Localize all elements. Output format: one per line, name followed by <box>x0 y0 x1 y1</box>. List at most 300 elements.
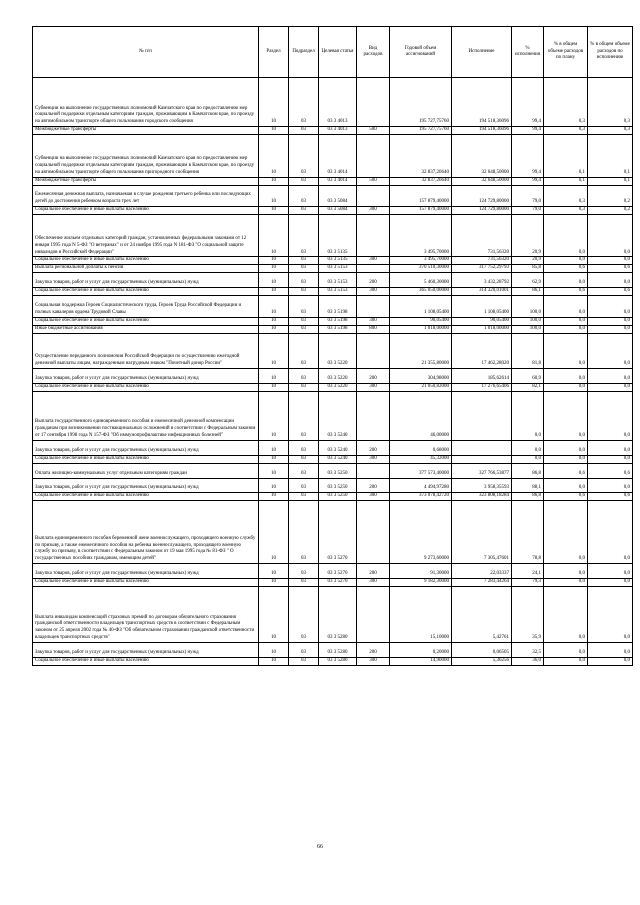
row-share-execution: 0,0 <box>588 579 633 587</box>
row-expense-type: 300 <box>357 383 390 391</box>
row-expense-type: 300 <box>357 455 390 463</box>
table-row <box>33 273 633 288</box>
row-share-plan: 0,0 <box>544 391 588 440</box>
row-expense-type: 200 <box>357 478 390 493</box>
row-target-article: 03 3 5270 <box>319 501 357 564</box>
row-share-plan: 0,0 <box>544 383 588 391</box>
row-share-execution: 0,0 <box>588 333 633 369</box>
row-annual-allocation: 1 108,05400 <box>390 296 452 318</box>
table-row <box>33 441 633 456</box>
row-target-article: 03 3 5198 <box>319 317 357 325</box>
table-row <box>33 127 633 135</box>
row-execution: 5,36256 <box>452 657 512 665</box>
row-target-article: 03 3 5135 <box>319 257 357 265</box>
row-target-article: 03 3 4014 <box>319 177 357 185</box>
row-subsection: 03 <box>289 501 319 564</box>
row-share-plan: 0,6 <box>544 463 588 478</box>
row-target-article: 03 3 5198 <box>319 296 357 318</box>
row-share-execution: 0,0 <box>588 273 633 288</box>
row-annual-allocation: 4 494,97280 <box>390 478 452 493</box>
row-execution-percent: 35,9 <box>512 587 544 643</box>
row-description: Субвенции на выполнение государственных полномочий Камчатского края по предоставлению мер социальной поддержки отдельным категориям граждан, проживающим в Камчатском крае, по проезду на автомобильном транспорте общего пользования пригородного сообщения <box>33 135 259 177</box>
row-share-plan: 0,0 <box>544 257 588 265</box>
row-annual-allocation: 14,90000 <box>390 657 452 665</box>
row-annual-allocation: 377 573,40000 <box>390 463 452 478</box>
table-row <box>33 493 633 501</box>
row-share-plan: 0,0 <box>544 643 588 658</box>
row-section: 10 <box>259 325 289 333</box>
row-expense-type <box>357 333 390 369</box>
row-annual-allocation: 45,32000 <box>390 455 452 463</box>
row-share-plan: 0,0 <box>544 333 588 369</box>
row-annual-allocation: 0,68000 <box>390 441 452 456</box>
row-expense-type <box>357 135 390 177</box>
row-description: Социальное обеспечение и иные выплаты населению <box>33 317 259 325</box>
header-annual-allocation: Годовой объем ассигнований <box>390 27 452 78</box>
row-share-plan: 0,0 <box>544 369 588 384</box>
row-target-article: 03 3 5270 <box>319 564 357 579</box>
row-share-plan: 0,0 <box>544 564 588 579</box>
row-share-execution: 0,0 <box>588 478 633 493</box>
row-share-plan: 0,6 <box>544 288 588 296</box>
row-description: Социальное обеспечение и иные выплаты населению <box>33 657 259 665</box>
row-expense-type: 300 <box>357 288 390 296</box>
row-annual-allocation: 370 510,30000 <box>390 265 452 273</box>
row-share-execution: 0,6 <box>588 288 633 296</box>
row-expense-type: 200 <box>357 441 390 456</box>
row-section: 10 <box>259 177 289 185</box>
row-annual-allocation: 15,10000 <box>390 587 452 643</box>
row-subsection: 03 <box>289 215 319 257</box>
row-share-execution: 0,3 <box>588 78 633 127</box>
row-expense-type: 200 <box>357 564 390 579</box>
row-section: 10 <box>259 493 289 501</box>
row-share-plan: 0,3 <box>544 127 588 135</box>
row-section: 10 <box>259 257 289 265</box>
row-execution: 1 108,05400 <box>452 296 512 318</box>
table-row <box>33 296 633 318</box>
row-share-execution: 0,0 <box>588 587 633 643</box>
row-annual-allocation: 304,98000 <box>390 369 452 384</box>
table-row <box>33 78 633 127</box>
row-expense-type <box>357 391 390 440</box>
row-subsection: 03 <box>289 207 319 215</box>
row-share-execution: 0,2 <box>588 207 633 215</box>
table-row <box>33 587 633 643</box>
row-section: 10 <box>259 501 289 564</box>
row-section: 10 <box>259 333 289 369</box>
row-annual-allocation: 9 182,30000 <box>390 579 452 587</box>
table-row <box>33 333 633 369</box>
row-execution: 22,03337 <box>452 564 512 579</box>
row-description: Выплата инвалидам компенсаций страховых премий по договорам обязательного страхования гражданской ответственности владельцев транспортных средств в соответствии с Федеральным законом от 25 апреля 2002 года № 40-ФЗ "Об обязательном страховании гражданской ответственности владельцев транспортных средств" <box>33 587 259 643</box>
row-description: Закупка товаров, работ и услуг для государственных (муниципальных) нужд <box>33 478 259 493</box>
row-execution: 17 276,65406 <box>452 383 512 391</box>
row-share-execution: 0,6 <box>588 463 633 478</box>
row-annual-allocation: 9 273,60000 <box>390 501 452 564</box>
row-subsection: 03 <box>289 463 319 478</box>
header-section: Раздел <box>259 27 289 78</box>
row-target-article: 03 3 5240 <box>319 391 357 440</box>
budget-execution-table <box>32 26 633 666</box>
table-row <box>33 564 633 579</box>
row-subsection: 03 <box>289 257 319 265</box>
row-share-execution: 0,0 <box>588 501 633 564</box>
row-annual-allocation: 5 460,30000 <box>390 273 452 288</box>
row-target-article: 03 3 5240 <box>319 455 357 463</box>
row-expense-type: 500 <box>357 177 390 185</box>
table-row <box>33 325 633 333</box>
row-annual-allocation: 3 495,70000 <box>390 215 452 257</box>
row-execution-percent: 100,0 <box>512 325 544 333</box>
row-description: Социальная поддержка Героев Социалистического труда, Героев Труда Российской Федерации и полных кавалеров ордена Трудовой Славы <box>33 296 259 318</box>
row-share-execution: 0,6 <box>588 265 633 273</box>
row-share-execution: 0,0 <box>588 317 633 325</box>
row-subsection: 03 <box>289 185 319 207</box>
table-row <box>33 478 633 493</box>
row-share-plan: 0,0 <box>544 273 588 288</box>
row-execution: 32 648,50000 <box>452 135 512 177</box>
row-execution-percent: 85,8 <box>512 265 544 273</box>
row-share-plan: 0,0 <box>544 478 588 493</box>
row-share-execution: 0,0 <box>588 215 633 257</box>
row-subsection: 03 <box>289 478 319 493</box>
row-share-plan: 0,0 <box>544 296 588 318</box>
table-row <box>33 391 633 440</box>
row-share-plan: 0,0 <box>544 215 588 257</box>
row-description: Социальное обеспечение и иные выплаты населению <box>33 288 259 296</box>
row-annual-allocation: 21 355,80000 <box>390 333 452 369</box>
row-subsection: 03 <box>289 383 319 391</box>
row-section: 10 <box>259 463 289 478</box>
row-expense-type: 200 <box>357 369 390 384</box>
row-description: Обеспечение жильем отдельных категорий граждан, установленных федеральными законами от 12 января 1995 года N 5-ФЗ "О ветеранах" и от 24 ноября 1995 года N 181-ФЗ "О социальной защите инвалидов в Российской Федерации" <box>33 215 259 257</box>
row-target-article: 03 3 5220 <box>319 333 357 369</box>
row-execution: 327 766,53877 <box>452 463 512 478</box>
row-section: 10 <box>259 288 289 296</box>
row-target-article: 03 3 5153 <box>319 288 357 296</box>
row-target-article: 03 3 5135 <box>319 215 357 257</box>
row-annual-allocation: 157 879,40000 <box>390 207 452 215</box>
row-share-plan: 0,1 <box>544 177 588 185</box>
header-execution: Исполнение <box>452 27 512 78</box>
header-expense-type: Вид расходов <box>357 27 390 78</box>
row-target-article: 03 3 5280 <box>319 643 357 658</box>
row-annual-allocation: 157 879,40000 <box>390 185 452 207</box>
row-share-execution: 0,1 <box>588 177 633 185</box>
row-execution-percent: 62,9 <box>512 273 544 288</box>
row-target-article: 03 3 5270 <box>319 579 357 587</box>
row-section: 10 <box>259 564 289 579</box>
row-execution: 317 752,29793 <box>452 265 512 273</box>
row-subsection: 03 <box>289 455 319 463</box>
row-execution-percent: 86,8 <box>512 463 544 478</box>
row-section: 10 <box>259 127 289 135</box>
row-section: 10 <box>259 383 289 391</box>
row-execution: 90,05400 <box>452 317 512 325</box>
row-description: Закупка товаров, работ и услуг для государственных (муниципальных) нужд <box>33 564 259 579</box>
row-execution-percent: 20,9 <box>512 215 544 257</box>
row-execution-percent: 79,0 <box>512 185 544 207</box>
row-subsection: 03 <box>289 643 319 658</box>
row-target-article: 03 3 5220 <box>319 383 357 391</box>
row-execution-percent: 20,9 <box>512 257 544 265</box>
row-execution: 185,62614 <box>452 369 512 384</box>
row-target-article: 03 3 5240 <box>319 441 357 456</box>
row-subsection: 03 <box>289 333 319 369</box>
row-execution: 1 018,00000 <box>452 325 512 333</box>
row-execution-percent: 86,8 <box>512 493 544 501</box>
row-section: 10 <box>259 78 289 127</box>
header-number: № п/п <box>33 27 259 78</box>
row-annual-allocation: 32 837,26640 <box>390 135 452 177</box>
row-share-execution: 0,3 <box>588 127 633 135</box>
row-target-article: 03 3 5153 <box>319 265 357 273</box>
row-subsection: 03 <box>289 564 319 579</box>
row-target-article: 03 3 4013 <box>319 78 357 127</box>
row-execution: 17 462,28020 <box>452 333 512 369</box>
header-share-plan: % в общем объеме расходов по плану <box>544 27 588 78</box>
row-execution-percent: 88,1 <box>512 478 544 493</box>
row-execution-percent: 99,4 <box>512 78 544 127</box>
row-expense-type: 300 <box>357 493 390 501</box>
row-description: Закупка товаров, работ и услуг для государственных (муниципальных) нужд <box>33 369 259 384</box>
row-annual-allocation: 90,05400 <box>390 317 452 325</box>
page-number: 66 <box>317 844 323 850</box>
table-row <box>33 177 633 185</box>
row-expense-type <box>357 185 390 207</box>
row-section: 10 <box>259 185 289 207</box>
row-execution: 7 305,47601 <box>452 501 512 564</box>
row-target-article: 03 3 5250 <box>319 463 357 478</box>
row-execution <box>452 391 512 440</box>
header-subsection: Подраздел <box>289 27 319 78</box>
row-share-plan: 0,3 <box>544 78 588 127</box>
row-execution: 314 320,01001 <box>452 288 512 296</box>
row-target-article: 03 3 5250 <box>319 478 357 493</box>
row-execution: 124 729,80000 <box>452 207 512 215</box>
row-section: 10 <box>259 215 289 257</box>
row-description: Выплата государственного единовременного пособия и ежемесячной денежной компенсации гражданам при возникновении поствакцинальных осложнений в соответствии с Федеральным законом от 17 сентября 1998 года N 157-ФЗ "Об иммунопрофилактике инфекционных болезней" <box>33 391 259 440</box>
row-share-plan: 0,3 <box>544 185 588 207</box>
row-share-plan: 0,0 <box>544 579 588 587</box>
row-subsection: 03 <box>289 273 319 288</box>
row-execution <box>452 455 512 463</box>
row-target-article: 03 3 4014 <box>319 135 357 177</box>
row-expense-type <box>357 265 390 273</box>
table-row <box>33 657 633 665</box>
row-share-execution: 0,0 <box>588 455 633 463</box>
row-execution: 5,42761 <box>452 587 512 643</box>
row-description: Закупка товаров, работ и услуг для государственных (муниципальных) нужд <box>33 441 259 456</box>
table-row <box>33 185 633 207</box>
row-execution-percent: 32,5 <box>512 643 544 658</box>
row-subsection: 03 <box>289 78 319 127</box>
row-expense-type: 500 <box>357 127 390 135</box>
row-share-plan: 0,0 <box>544 587 588 643</box>
row-share-execution: 0,0 <box>588 325 633 333</box>
row-subsection: 03 <box>289 657 319 665</box>
row-execution-percent: 100,0 <box>512 296 544 318</box>
row-subsection: 03 <box>289 265 319 273</box>
row-execution-percent: 79,0 <box>512 207 544 215</box>
row-section: 10 <box>259 317 289 325</box>
row-description: Оплата жилищно-коммунальных услуг отдельным категориям граждан <box>33 463 259 478</box>
row-description: Закупка товаров, работ и услуг для государственных (муниципальных) нужд <box>33 273 259 288</box>
row-execution-percent: 86,1 <box>512 288 544 296</box>
row-share-execution: 0,1 <box>588 135 633 177</box>
row-share-plan: 0,0 <box>544 441 588 456</box>
row-execution-percent: 78,8 <box>512 501 544 564</box>
row-execution-percent: 99,4 <box>512 177 544 185</box>
row-section: 10 <box>259 579 289 587</box>
row-expense-type: 300 <box>357 657 390 665</box>
row-share-plan: 0,0 <box>544 317 588 325</box>
row-expense-type <box>357 296 390 318</box>
row-subsection: 03 <box>289 288 319 296</box>
row-share-plan: 0,3 <box>544 207 588 215</box>
row-annual-allocation: 365 050,00000 <box>390 288 452 296</box>
row-execution-percent: 0,0 <box>512 391 544 440</box>
row-expense-type: 300 <box>357 317 390 325</box>
row-share-execution: 0,0 <box>588 643 633 658</box>
row-subsection: 03 <box>289 493 319 501</box>
row-annual-allocation: 46,00000 <box>390 391 452 440</box>
row-share-plan: 0,0 <box>544 325 588 333</box>
table-row <box>33 455 633 463</box>
row-section: 10 <box>259 643 289 658</box>
row-section: 10 <box>259 441 289 456</box>
row-section: 10 <box>259 296 289 318</box>
row-execution-percent: 99,4 <box>512 127 544 135</box>
row-section: 10 <box>259 369 289 384</box>
table-row <box>33 257 633 265</box>
row-execution-percent: 36,0 <box>512 657 544 665</box>
row-description: Межбюджетные трансферты <box>33 177 259 185</box>
row-annual-allocation: 1 018,00000 <box>390 325 452 333</box>
table-row <box>33 579 633 587</box>
row-subsection: 03 <box>289 317 319 325</box>
row-share-execution: 0,0 <box>588 369 633 384</box>
table-row <box>33 369 633 384</box>
row-execution: 194 518,36096 <box>452 78 512 127</box>
table-row <box>33 463 633 478</box>
row-execution: 731,56320 <box>452 215 512 257</box>
table-row <box>33 135 633 177</box>
row-execution-percent: 0,0 <box>512 441 544 456</box>
row-target-article: 03 3 5280 <box>319 587 357 643</box>
row-subsection: 03 <box>289 296 319 318</box>
row-description: Выплата единовременного пособия беременной жене военнослужащего, проходящего военную службу по призыву, а также ежемесячного пособия на ребенка военнослужащего, проходящего военную службу по призыву, в соответствии с Федеральным законом от 19 мая 1995 года № 81-ФЗ " О государственных пособиях гражданам, имеющим детей" <box>33 501 259 564</box>
row-subsection: 03 <box>289 579 319 587</box>
row-execution-percent: 82,1 <box>512 383 544 391</box>
row-expense-type <box>357 78 390 127</box>
row-execution-percent: 24,1 <box>512 564 544 579</box>
row-annual-allocation: 21 050,82000 <box>390 383 452 391</box>
row-execution: 194 518,36096 <box>452 127 512 135</box>
row-section: 10 <box>259 135 289 177</box>
row-expense-type <box>357 215 390 257</box>
row-execution <box>452 441 512 456</box>
row-expense-type <box>357 501 390 564</box>
row-description: Социальное обеспечение и иные выплаты населению <box>33 493 259 501</box>
table-row <box>33 288 633 296</box>
row-subsection: 03 <box>289 135 319 177</box>
row-execution: 0,06505 <box>452 643 512 658</box>
row-expense-type: 300 <box>357 579 390 587</box>
table-row <box>33 215 633 257</box>
table-row <box>33 207 633 215</box>
row-description: Иные бюджетные ассигнования <box>33 325 259 333</box>
row-subsection: 03 <box>289 177 319 185</box>
row-subsection: 03 <box>289 441 319 456</box>
row-share-plan: 0,6 <box>544 265 588 273</box>
table-row <box>33 265 633 273</box>
row-section: 10 <box>259 265 289 273</box>
table-row <box>33 643 633 658</box>
row-description: Межбюджетные трансферты <box>33 127 259 135</box>
row-target-article: 03 3 5084 <box>319 207 357 215</box>
row-share-execution: 0,0 <box>588 296 633 318</box>
row-expense-type: 800 <box>357 325 390 333</box>
row-subsection: 03 <box>289 369 319 384</box>
row-section: 10 <box>259 273 289 288</box>
row-target-article: 03 3 5220 <box>319 369 357 384</box>
row-expense-type: 300 <box>357 257 390 265</box>
row-description: Закупка товаров, работ и услуг для государственных (муниципальных) нужд <box>33 643 259 658</box>
row-share-execution: 0,2 <box>588 185 633 207</box>
header-target-article: Целевая статья <box>319 27 357 78</box>
row-execution: 124 729,80000 <box>452 185 512 207</box>
row-section: 10 <box>259 455 289 463</box>
row-description: Ежемесячная денежная выплата, назначаемая в случае рождения третьего ребенка или последующих детей до достижения ребенком возраста трех лет <box>33 185 259 207</box>
header-share-execution: % в общем объеме расходов по исполнению <box>588 27 633 78</box>
row-share-execution: 0,0 <box>588 257 633 265</box>
row-description: Социальное обеспечение и иные выплаты населению <box>33 207 259 215</box>
table-header-row <box>33 27 633 78</box>
row-section: 10 <box>259 391 289 440</box>
row-share-execution: 0,0 <box>588 441 633 456</box>
row-execution: 32 648,50000 <box>452 177 512 185</box>
row-execution: 7 283,44264 <box>452 579 512 587</box>
row-share-execution: 0,6 <box>588 493 633 501</box>
row-description: Социальное обеспечение и иные выплаты населению <box>33 257 259 265</box>
row-target-article: 03 3 4013 <box>319 127 357 135</box>
row-expense-type: 200 <box>357 643 390 658</box>
row-share-plan: 0,0 <box>544 501 588 564</box>
row-share-plan: 0,0 <box>544 657 588 665</box>
row-description: Социальное обеспечение и иные выплаты населению <box>33 455 259 463</box>
row-share-plan: 0,6 <box>544 493 588 501</box>
row-execution: 731,56320 <box>452 257 512 265</box>
row-share-execution: 0,0 <box>588 391 633 440</box>
row-section: 10 <box>259 657 289 665</box>
row-execution-percent: 81,8 <box>512 333 544 369</box>
row-execution: 3 958,35593 <box>452 478 512 493</box>
row-target-article: 03 3 5198 <box>319 325 357 333</box>
row-execution-percent: 0,0 <box>512 455 544 463</box>
row-annual-allocation: 32 837,26640 <box>390 177 452 185</box>
row-execution-percent: 99,4 <box>512 135 544 177</box>
row-description: Субвенции на выполнение государственных полномочий Камчатского края по предоставлению мер социальной поддержки отдельным категориям граждан, проживающим в Камчатском крае, по проезду на автомобильном транспорте общего пользования городского сообщения <box>33 78 259 127</box>
row-description: Выплата региональной доплаты к пенсии <box>33 265 259 273</box>
row-subsection: 03 <box>289 391 319 440</box>
row-expense-type: 300 <box>357 207 390 215</box>
row-share-plan: 0,1 <box>544 135 588 177</box>
row-section: 10 <box>259 478 289 493</box>
row-share-execution: 0,0 <box>588 657 633 665</box>
row-target-article: 03 3 5153 <box>319 273 357 288</box>
